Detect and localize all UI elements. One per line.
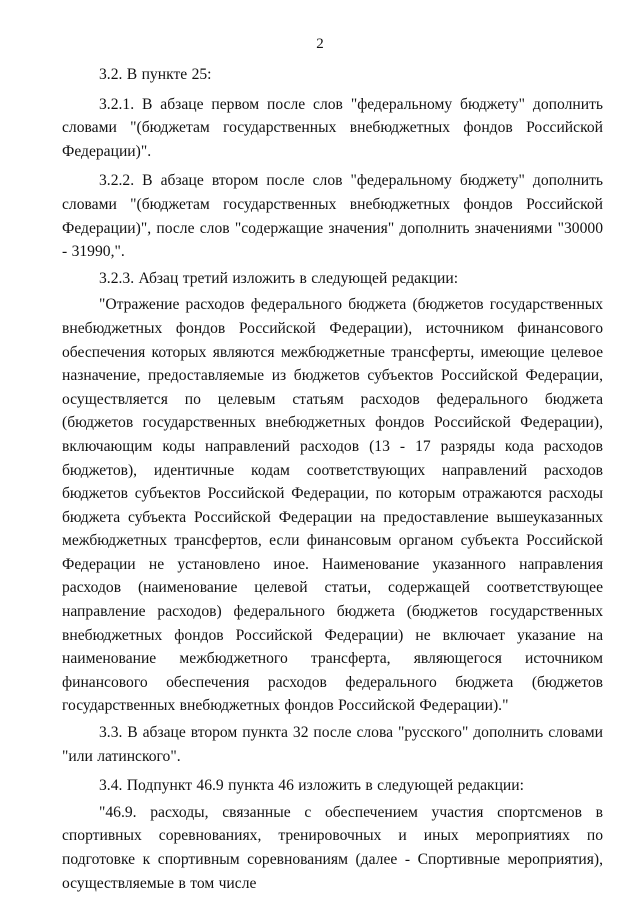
paragraph-3-2-1: 3.2.1. В абзаце первом после слов "федеральному бюджету" дополнить словами "(бюджетам государственных внебюджетных фондов Российской Федерации)". — [62, 95, 603, 160]
paragraph-46-9: "46.9. расходы, связанные с обеспечением участия спортсменов в спортивных соревнованиях, тренировочных и иных мероприятиях по подготовке к спортивным соревнованиям (далее - Спортивные мероприятия), осуществляемые в том числе — [62, 803, 603, 892]
paragraph-3-2-2: 3.2.2. В абзаце втором после слов "федеральному бюджету" дополнить словами "(бюджетам государственных внебюджетных фондов Российской Федерации)", после слов "содержащие значения" дополнить значениями "30000 - 31990,". — [62, 172, 603, 261]
paragraph-3-3: 3.3. В абзаце втором пункта 32 после слова "русского" дополнить словами "или латинского". — [62, 724, 603, 765]
page-number: 2 — [316, 36, 324, 52]
paragraph-quoted-text: "Отражение расходов федерального бюджета (бюджетов государственных внебюджетных фондов Российской Федерации), источником финансового обеспечения которых являются межбюджетные трансферты, имеющие целевое назначение, предоставляемые из бюджетов субъектов Российской Федерации, осуществляется по целевым статьям расходов федерального бюджета (бюджетов государственных внебюджетных фондов Российской Федерации), включающим коды направлений расходов (13 - 17 разряды кода расходов бюджетов), идентичные кодам соответствующих направлений расходов бюджетов субъектов Российской Федерации, по которым отражаются расходы бюджета субъекта Российской Федерации на предоставление вышеуказанных межбюджетных трансфертов, если финансовым органом субъекта Российской Федерации не установлено иное. Наименование указанного направления расходов (наименование целевой статьи, содержащей соответствующее направление расходов) федерального бюджета (бюджетов государственных внебюджетных фондов Российской Федерации) не включает указание на наименование межбюджетного трансферта, являющегося источником финансового обеспечения расходов федерального бюджета (бюджетов государственных внебюджетных фондов Российской Федерации)." — [62, 296, 603, 715]
paragraph-3-2: 3.2. В пункте 25: — [99, 66, 212, 83]
paragraph-3-4: 3.4. Подпункт 46.9 пункта 46 изложить в следующей редакции: — [99, 777, 524, 795]
document-body — [62, 63, 603, 895]
paragraph-3-2-3: 3.2.3. Абзац третий изложить в следующей редакции: — [99, 269, 459, 287]
